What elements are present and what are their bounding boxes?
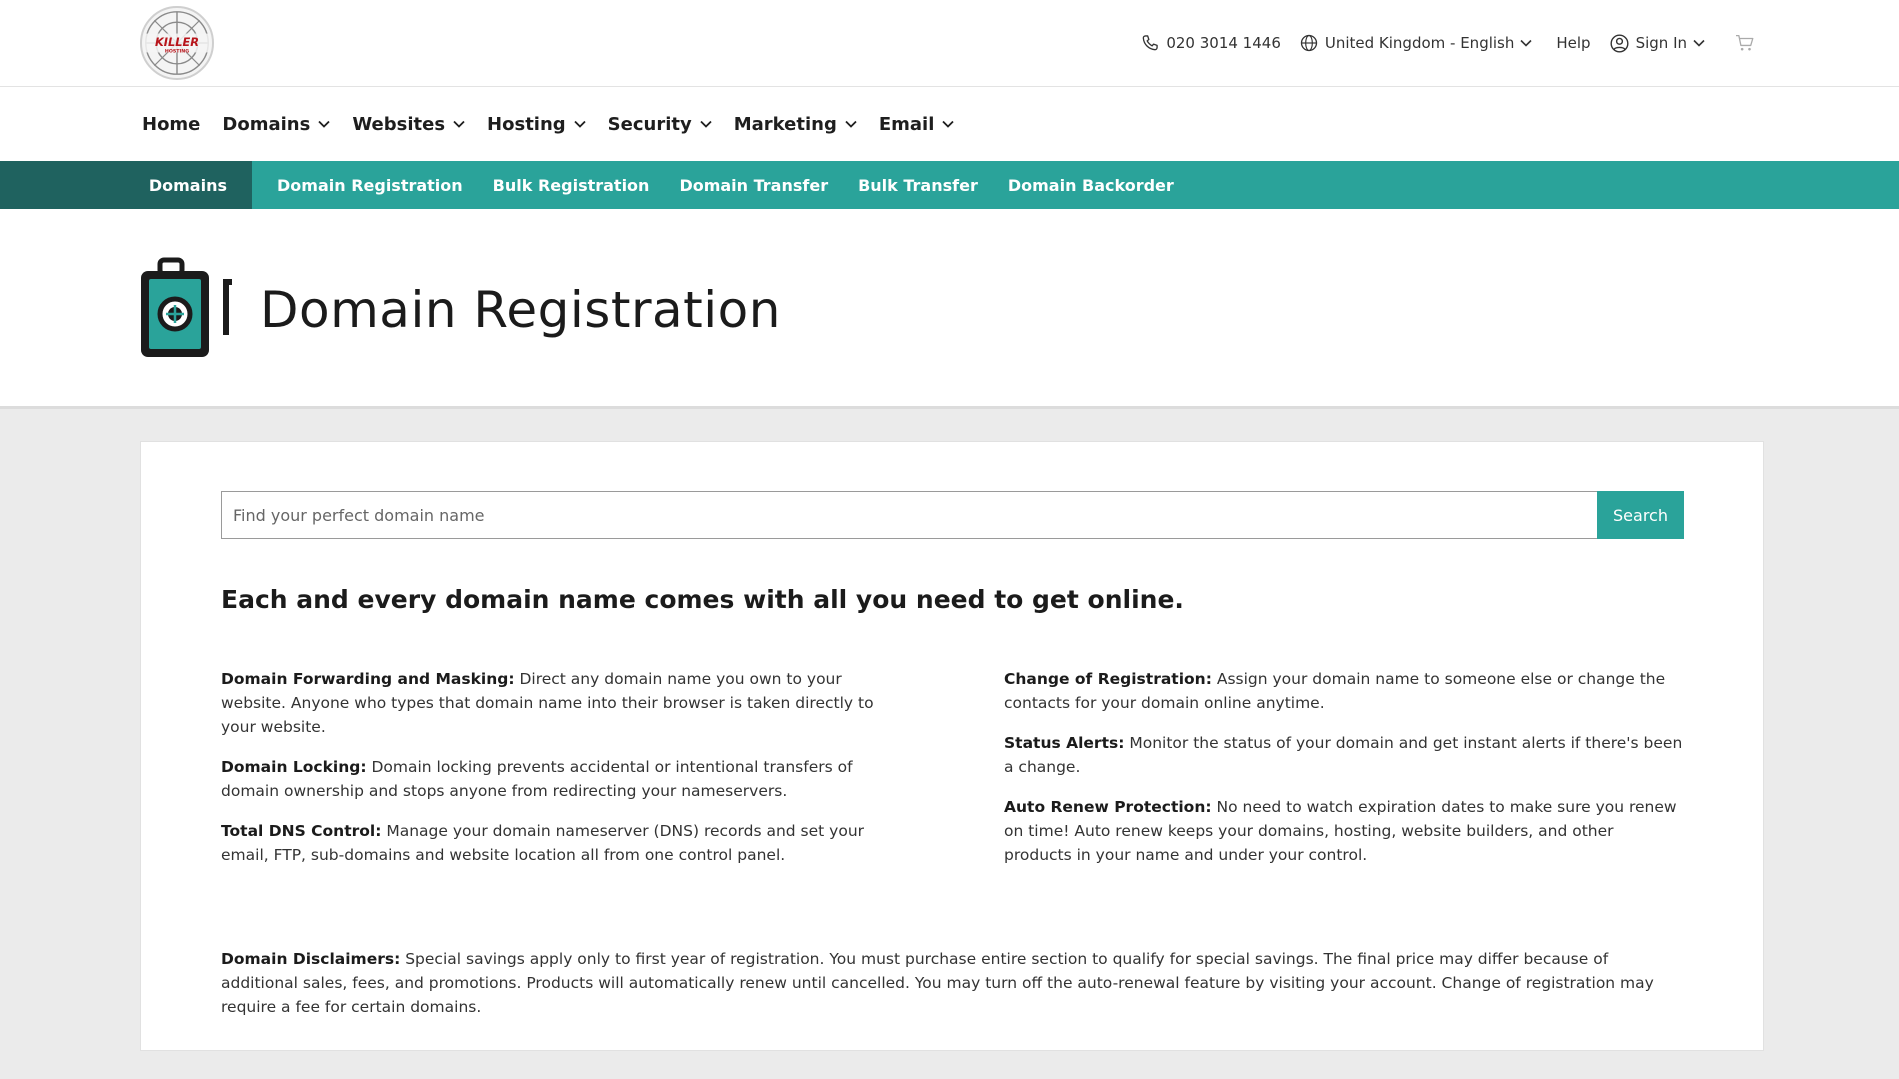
page-hero: [0, 209, 1899, 409]
main-nav-list: [142, 87, 976, 161]
phone-icon: [1140, 33, 1160, 53]
main-nav-email[interactable]: [879, 114, 955, 135]
feature-total-dns-control: [221, 819, 901, 867]
help-link[interactable]: [1556, 34, 1590, 52]
features-right-column: [1004, 667, 1684, 883]
main-nav-label: Email: [878, 113, 935, 135]
disclaimer-text: Special savings apply only to first year of registration. You must purchase entire section to qualify for special savings. The final price may differ because of additional sales, fees, and promotions. Products will automatically renew until cancelled. You may turn off the auto-renewal feature by visiting your account. Change of registration may require a fee for certain domains.: [221, 950, 1654, 1016]
sub-nav-bulk-transfer[interactable]: Bulk Transfer: [858, 175, 978, 195]
domain-registration-icon: [137, 257, 237, 365]
sub-nav-domain-backorder[interactable]: Domain Backorder: [1007, 175, 1174, 195]
locale-selector[interactable]: [1299, 33, 1539, 53]
sign-in-menu[interactable]: [1609, 33, 1711, 54]
utility-nav: [1122, 30, 1761, 56]
feature-domain-locking: [221, 755, 901, 803]
main-nav-marketing[interactable]: [734, 114, 857, 135]
top-bar: [0, 0, 1899, 87]
chevron-down-icon: [1520, 39, 1532, 47]
feature-title: Total DNS Control:: [221, 822, 382, 840]
domain-disclaimer: [221, 947, 1684, 1019]
cart-button[interactable]: [1735, 34, 1761, 52]
main-nav-label: Home: [142, 113, 201, 135]
logo-text-sub: HOSTING: [164, 49, 190, 55]
page-title: Domain Registration: [260, 281, 781, 339]
sub-nav-domain-registration[interactable]: Domain Registration: [277, 161, 463, 209]
feature-text: Manage your domain nameserver (DNS) records and set your email, FTP, sub-domains and website location all from one control panel.: [221, 822, 865, 864]
chevron-down-icon: [845, 120, 857, 128]
domain-search-input[interactable]: [221, 491, 1597, 539]
features-grid: [221, 667, 1684, 883]
phone-link[interactable]: [1140, 33, 1281, 53]
sign-in-label: Sign In: [1635, 34, 1687, 52]
features-headline: Each and every domain name comes with all you need to get online.: [221, 585, 1184, 614]
main-nav-label: Hosting: [487, 113, 566, 135]
content-card: [140, 441, 1764, 1051]
feature-change-of-registration: [1004, 667, 1684, 715]
main-nav-home[interactable]: [142, 114, 200, 135]
main-nav-label: Domains: [222, 113, 311, 135]
feature-text: Assign your domain name to someone else or change the contacts for your domain online anytime.: [1004, 670, 1666, 712]
feature-title: Status Alerts:: [1004, 734, 1125, 752]
chevron-down-icon: [318, 120, 330, 128]
phone-number: 020 3014 1446: [1166, 34, 1281, 52]
main-nav-label: Websites: [352, 113, 446, 135]
help-label: Help: [1556, 34, 1591, 52]
domain-search: [221, 491, 1684, 539]
main-nav-security[interactable]: [608, 114, 712, 135]
chevron-down-icon: [942, 120, 954, 128]
features-left-column: [221, 667, 901, 883]
feature-text: Domain locking prevents accidental or intentional transfers of domain ownership and stops anyone from redirecting your nameservers.: [221, 758, 853, 800]
feature-auto-renew-protection: [1004, 795, 1684, 867]
sub-nav-home[interactable]: Domains: [0, 161, 252, 209]
chevron-down-icon: [574, 120, 586, 128]
feature-status-alerts: [1004, 731, 1684, 779]
chevron-down-icon: [453, 120, 465, 128]
sub-nav-bulk-registration[interactable]: Bulk Registration: [492, 175, 650, 195]
site-logo[interactable]: [140, 6, 214, 80]
feature-text: Direct any domain name you own to your website. Anyone who types that domain name into their browser is taken directly to your website.: [221, 670, 874, 736]
feature-title: Domain Forwarding and Masking:: [221, 670, 515, 688]
feature-text: No need to watch expiration dates to make sure you renew on time! Auto renew keeps your domains, hosting, website builders, and other products in your name and under your control.: [1004, 798, 1677, 864]
main-nav-websites[interactable]: [352, 114, 465, 135]
feature-title: Domain Locking:: [221, 758, 367, 776]
main-nav-hosting[interactable]: [487, 114, 586, 135]
main-nav-label: Marketing: [733, 113, 837, 135]
feature-title: Change of Registration:: [1004, 670, 1212, 688]
feature-title: Auto Renew Protection:: [1004, 798, 1212, 816]
chevron-down-icon: [700, 120, 712, 128]
main-nav-label: Security: [607, 113, 692, 135]
search-button[interactable]: Search: [1597, 491, 1684, 539]
disclaimer-title: Domain Disclaimers:: [221, 950, 401, 968]
logo-icon: [142, 8, 212, 78]
chevron-down-icon: [1693, 39, 1705, 47]
sub-nav-domain-transfer[interactable]: Domain Transfer: [679, 175, 829, 195]
sub-nav: [0, 161, 1899, 209]
main-nav-domains[interactable]: [222, 114, 330, 135]
logo-text-main: KILLER: [155, 34, 199, 49]
feature-domain-forwarding-and-masking: [221, 667, 901, 739]
feature-text: Monitor the status of your domain and get instant alerts if there's been a change.: [1004, 734, 1683, 776]
user-icon: [1609, 33, 1630, 54]
main-nav: [0, 87, 1899, 161]
locale-label: United Kingdom - English: [1324, 34, 1515, 52]
sub-nav-links: [277, 161, 1204, 209]
cart-icon: [1735, 34, 1755, 52]
globe-icon: [1299, 33, 1319, 53]
